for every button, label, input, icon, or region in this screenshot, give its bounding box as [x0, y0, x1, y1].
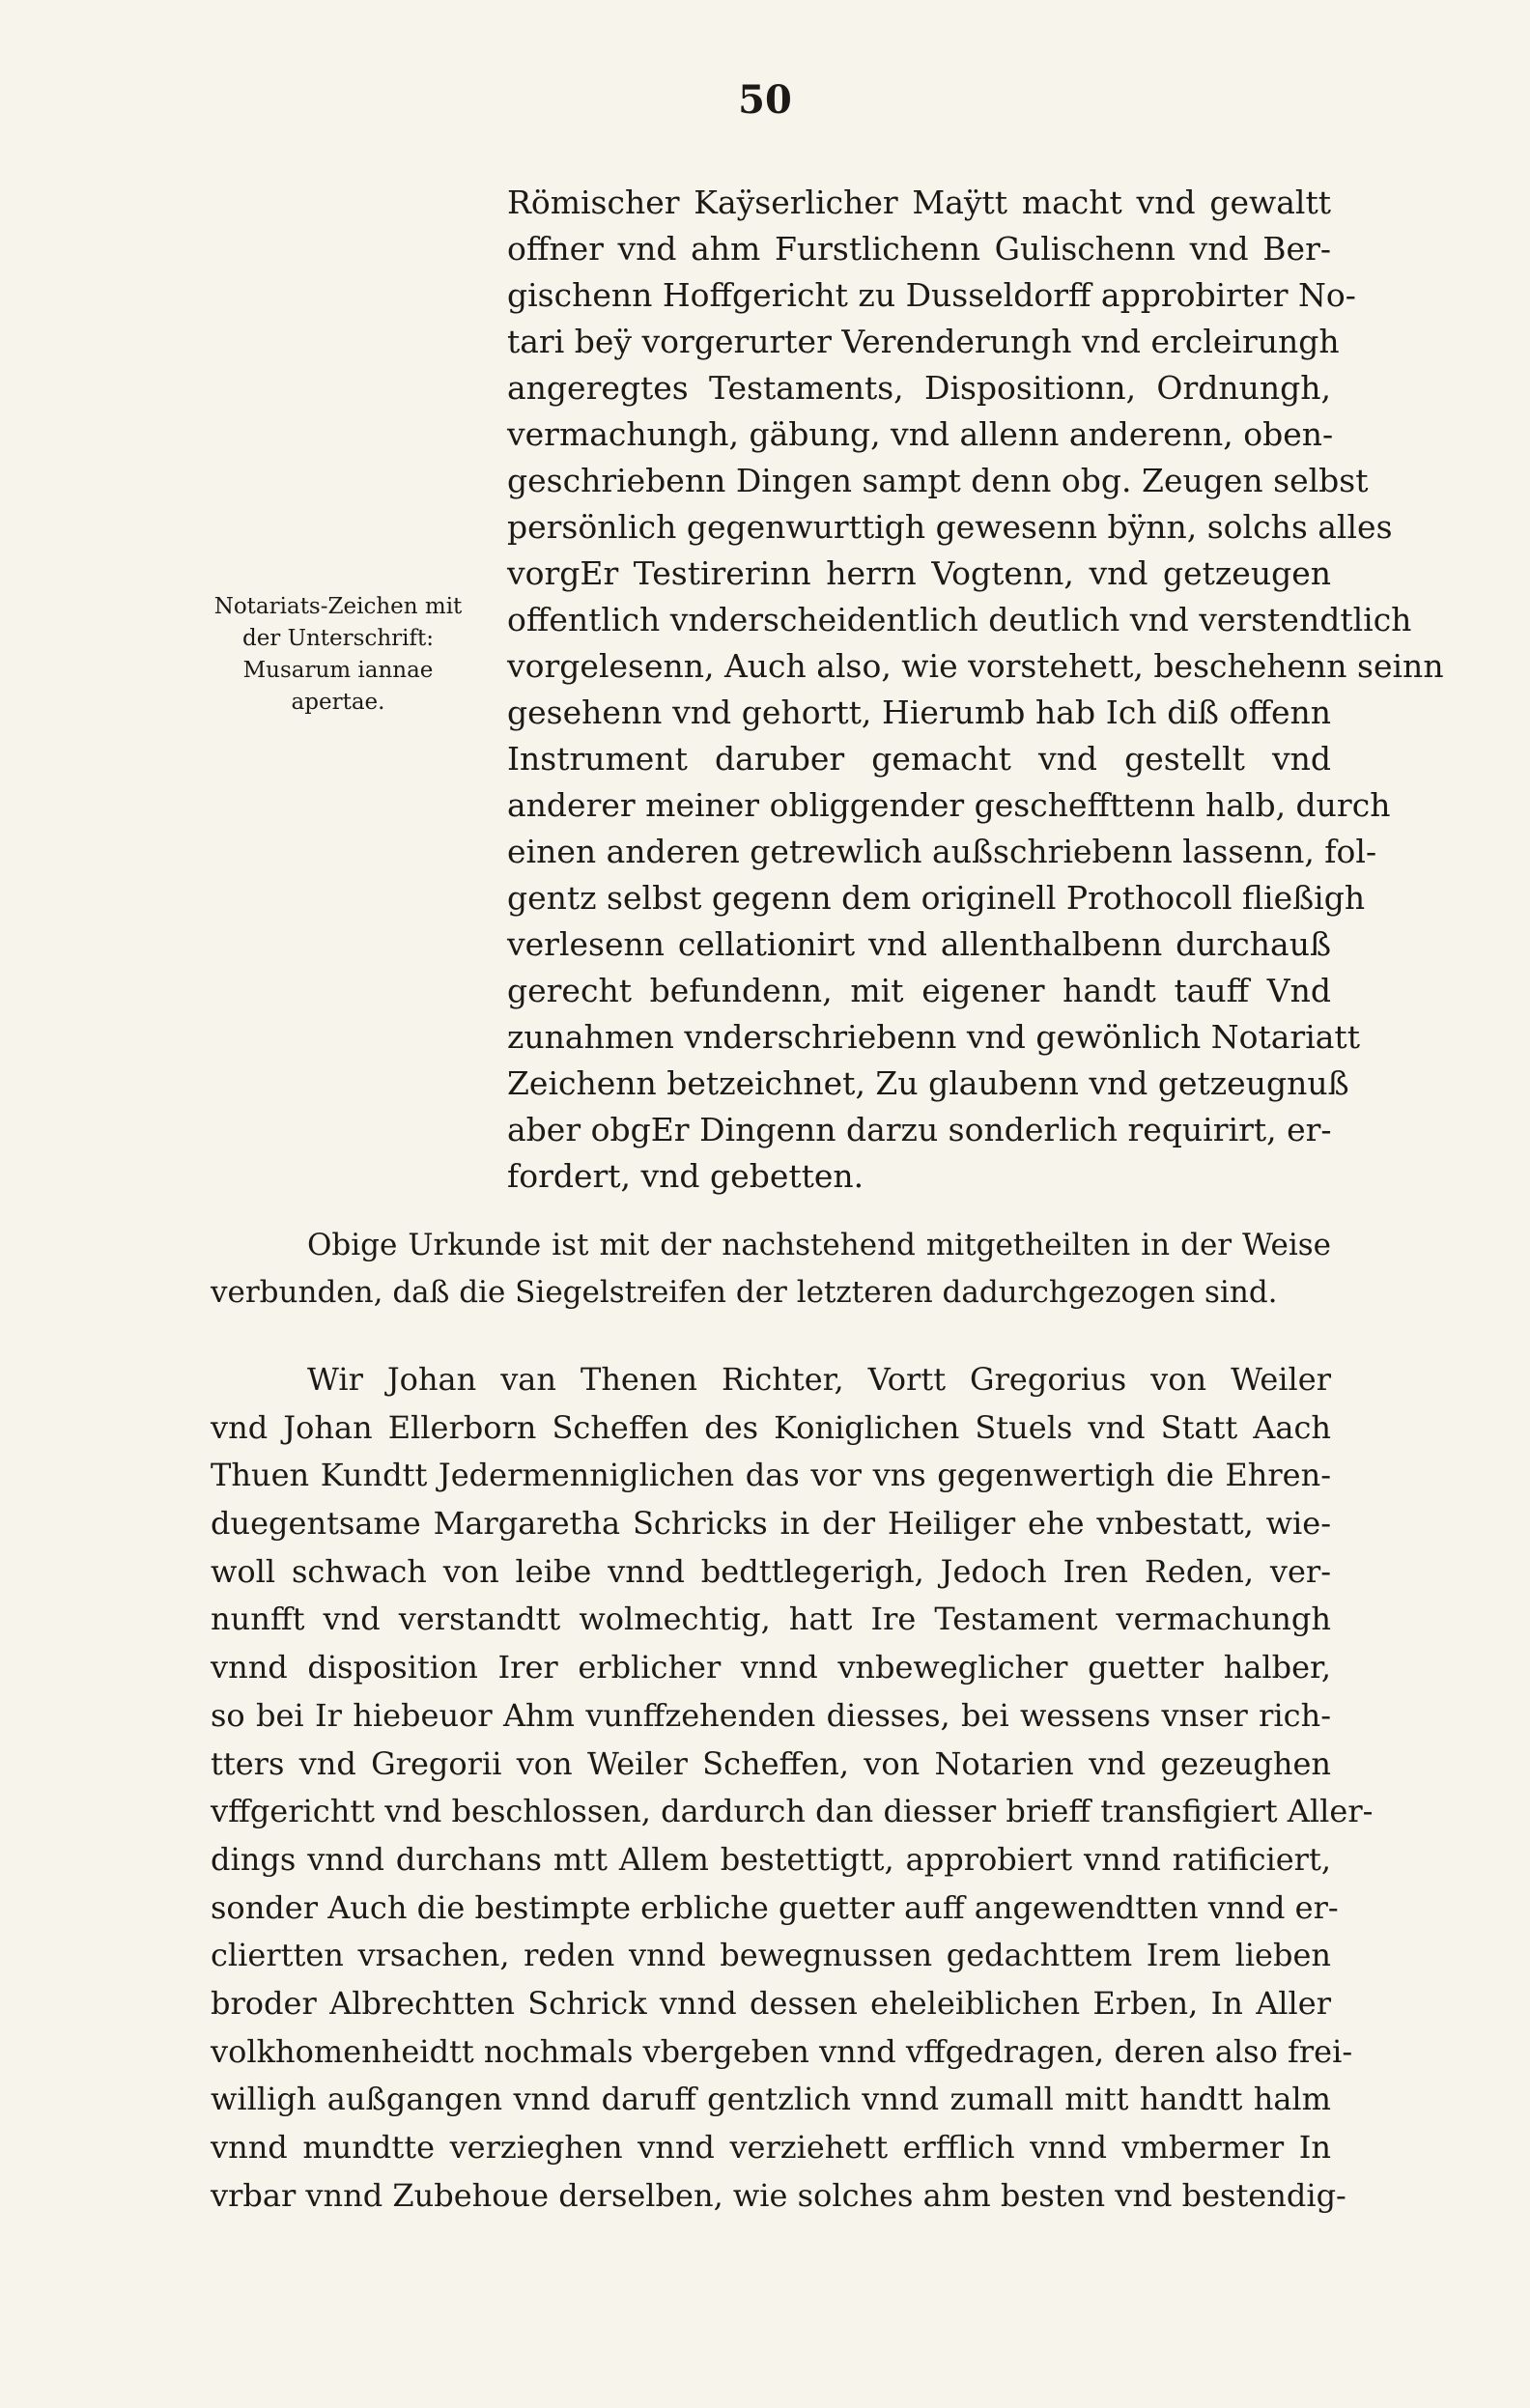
text-line: tari beÿ vorgerurter Verenderungh vnd ercleirungh — [507, 323, 1340, 360]
margin-note-line: Notariats-Zeichen mit — [213, 594, 463, 619]
text-line: Wir Johan van Thenen Richter, Vortt Gregorius von Weiler — [307, 1361, 1331, 1398]
text-line: einen anderen getrewlich außschriebenn lassenn, fol- — [507, 833, 1377, 870]
text-line: vffgerichtt vnd beschlossen, dardurch dan diesser brieff transfigiert Aller- — [211, 1793, 1374, 1830]
margin-note — [193, 591, 483, 719]
margin-note-line: der Unterschrift: — [241, 626, 435, 651]
text-line: anderer meiner obliggender gescheffttenn halb, durch — [507, 786, 1391, 824]
upper-paragraph — [507, 180, 1444, 1200]
text-line: angeregtes Testaments, Dispositionn, Ordnungh, — [507, 369, 1331, 407]
text-line: vnnd disposition Irer erblicher vnnd vnbeweglicher guetter halber, — [211, 1649, 1331, 1686]
text-line: zunahmen vnderschriebenn vnd gewönlich Notariatt — [507, 1018, 1360, 1056]
lower-paragraph — [211, 1356, 1374, 2220]
text-line: verbunden, daß die Siegelstreifen der letzteren dadurchgezogen sind. — [211, 1275, 1278, 1310]
margin-note-line: apertae. — [291, 690, 385, 715]
text-line: vnnd mundtte verzieghen vnnd verziehett erfflich vnnd vmbermer In — [211, 2129, 1331, 2166]
text-line: vorgelesenn, Auch also, wie vorstehett, beschehenn seinn — [507, 647, 1444, 685]
text-line: fordert, vnd gebetten. — [507, 1157, 864, 1195]
text-line: gerecht befundenn, mit eigener handt tauff Vnd — [507, 972, 1331, 1009]
text-line: willigh außgangen vnnd daruff gentzlich vnnd zumall mitt handtt halm — [211, 2081, 1331, 2118]
text-line: sonder Auch die bestimpte erbliche guetter auff angewendtten vnnd er- — [211, 1888, 1339, 1926]
text-line: vnd Johan Ellerborn Scheffen des Koniglichen Stuels vnd Statt Aach — [211, 1408, 1331, 1446]
text-line: cliertten vrsachen, reden vnnd bewegnussen gedachttem Irem lieben — [211, 1937, 1331, 1974]
editorial-note — [211, 1222, 1331, 1317]
text-line: duegentsame Margaretha Schricks in der Heiliger ehe vnbestatt, wie- — [211, 1505, 1331, 1543]
text-line: woll schwach von leibe vnnd bedttlegerigh, Jedoch Iren Reden, ver- — [211, 1552, 1331, 1590]
text-line: gentz selbst gegenn dem originell Prothocoll fließigh — [507, 879, 1366, 917]
text-line: offentlich vnderscheidentlich deutlich vnd verstendtlich — [507, 601, 1412, 638]
text-line: Römischer Kaÿserlicher Maÿtt macht vnd gewaltt — [507, 184, 1331, 221]
text-line: persönlich gegenwurttigh gewesenn bÿnn, solchs alles — [507, 508, 1393, 546]
page-number: 50 — [738, 77, 792, 123]
text-line: verlesenn cellationirt vnd allenthalbenn durchauß — [507, 925, 1331, 963]
text-line: tters vnd Gregorii von Weiler Scheffen, von Notarien vnd gezeughen — [211, 1744, 1331, 1782]
text-line: so bei Ir hiebeuor Ahm vunffzehenden diesses, bei wessens vnser rich- — [211, 1696, 1331, 1734]
text-line: broder Albrechtten Schrick vnnd dessen eheleiblichen Erben, In Aller — [211, 1984, 1331, 2022]
text-line: dings vnnd durchans mtt Allem bestettigtt, approbiert vnnd ratificiert, — [211, 1840, 1331, 1878]
text-line: gischenn Hoffgericht zu Dusseldorff approbirter No- — [507, 276, 1356, 314]
text-line: Zeichenn betzeichnet, Zu glaubenn vnd getzeugnuß — [507, 1064, 1349, 1102]
margin-note-line: Musarum iannae — [242, 658, 434, 683]
text-line: geschriebenn Dingen sampt denn obg. Zeugen selbst — [507, 462, 1369, 499]
text-line: nunfft vnd verstandtt wolmechtig, hatt Ire Testament vermachungh — [211, 1601, 1331, 1638]
text-line: Thuen Kundtt Jedermenniglichen das vor vns gegenwertigh die Ehren- — [211, 1457, 1331, 1494]
text-line: vrbar vnnd Zubehoue derselben, wie solches ahm besten vnd bestendig- — [211, 2176, 1346, 2214]
text-line: vermachungh, gäbung, vnd allenn anderenn, oben- — [507, 415, 1334, 453]
text-line: Instrument daruber gemacht vnd gestellt vnd — [507, 740, 1331, 778]
text-line: offner vnd ahm Furstlichenn Gulischenn vnd Ber- — [507, 230, 1331, 268]
text-line: vorgEr Testirerinn herrn Vogtenn, vnd getzeugen — [507, 554, 1331, 592]
text-line: Obige Urkunde ist mit der nachstehend mitgetheilten in der Weise — [307, 1228, 1331, 1262]
text-line: aber obgEr Dingenn darzu sonderlich requirirt, er- — [507, 1111, 1332, 1148]
text-line: gesehenn vnd gehortt, Hierumb hab Ich diß offenn — [507, 694, 1331, 731]
text-line: volkhomenheidtt nochmals vbergeben vnnd vffgedragen, deren also frei- — [211, 2032, 1353, 2070]
